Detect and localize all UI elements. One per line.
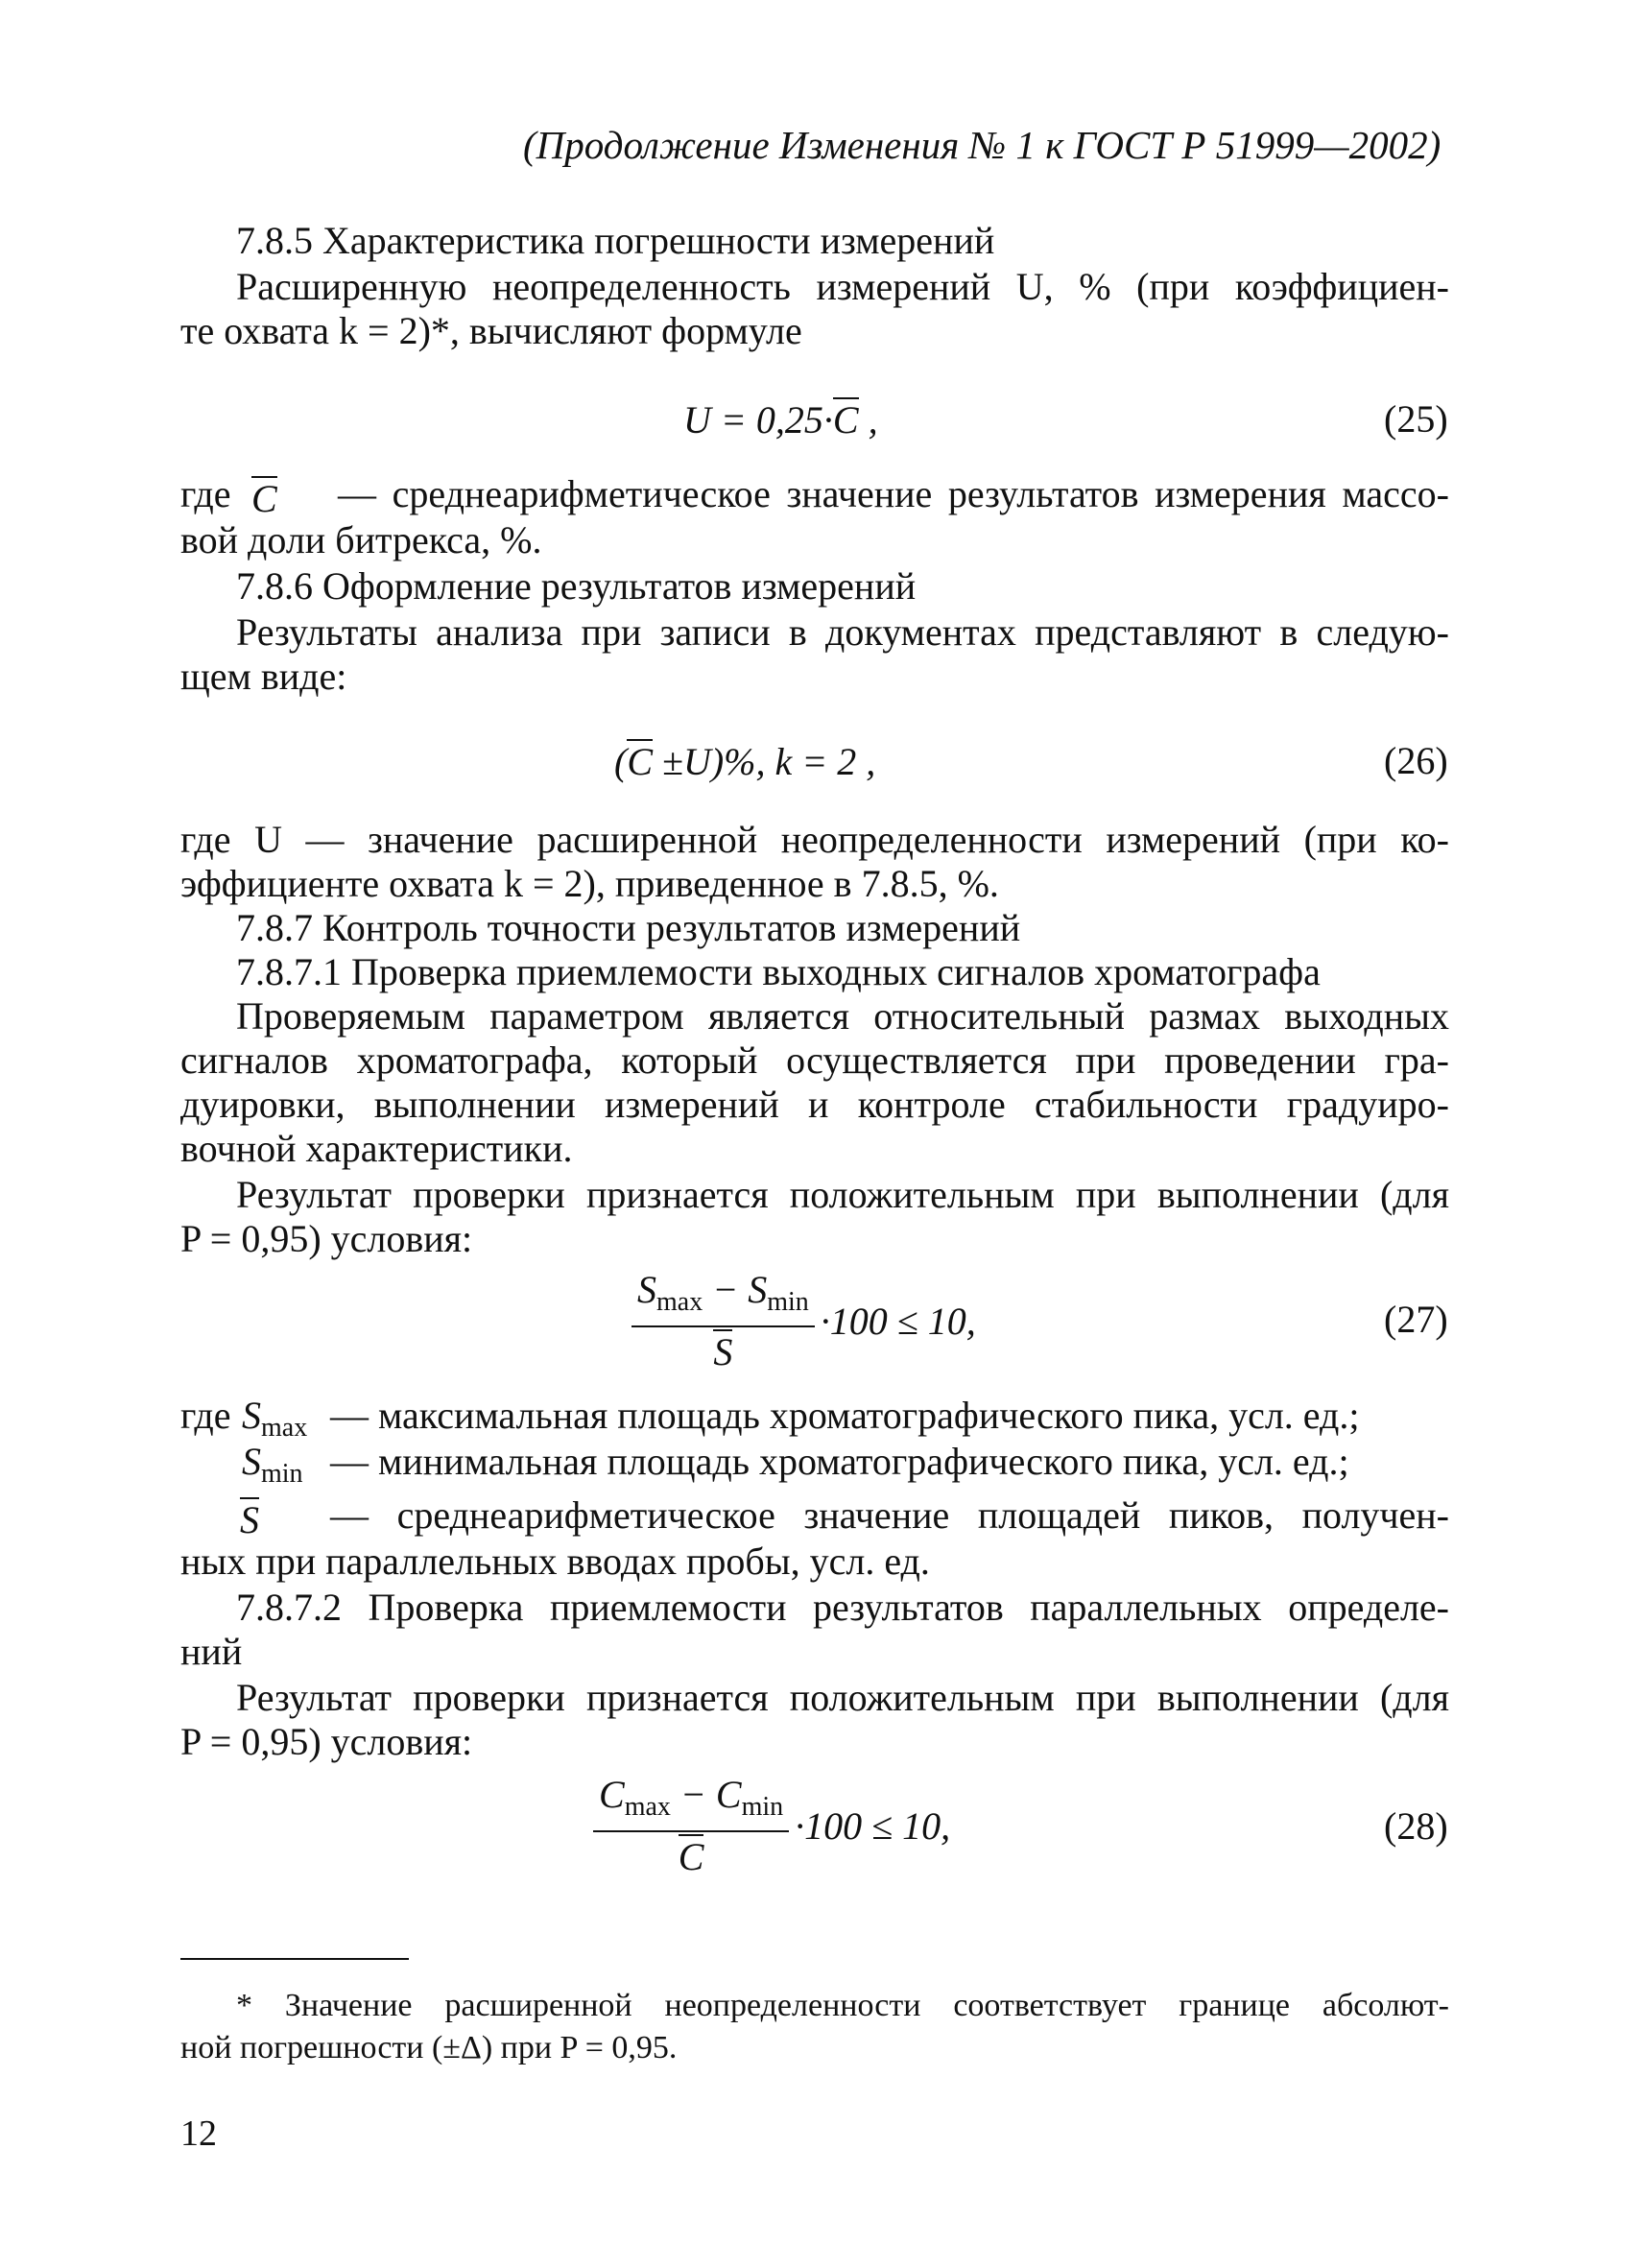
s7872-p-line1: Результат проверки признается положительным при выполнении (для <box>236 1676 1449 1719</box>
equation-25 <box>683 397 878 442</box>
eq27-denominator: S <box>713 1330 733 1373</box>
section-7-8-7-heading: 7.8.7 Контроль точности результатов измерений <box>236 906 1021 949</box>
s7871-p1-line3: дуировки, выполнении измерений и контроле стабильности градуиро- <box>180 1083 1449 1126</box>
s785-paragraph-line2: те охвата k = 2)*, вычисляют формуле <box>180 309 802 352</box>
eq26-mean-c: C <box>627 740 654 783</box>
s7872-p-line2: P = 0,95) условия: <box>180 1720 473 1763</box>
where-smin-symbol: $S_{min}$ <box>242 1440 303 1489</box>
section-7-8-7-1-heading: 7.8.7.1 Проверка приемлемости выходных сигналов хроматографа <box>236 950 1321 993</box>
footnote-line2: ной погрешности (±Δ) при P = 0,95. <box>180 2030 678 2065</box>
section-7-8-7-2-heading-line1: 7.8.7.2 Проверка приемлемости результатов параллельных определе- <box>236 1586 1449 1629</box>
s7871-p1-line1: Проверяемым параметром является относительный размах выходных <box>236 994 1449 1038</box>
section-7-8-5-heading: 7.8.5 Характеристика погрешности измерений <box>236 219 995 262</box>
eq25-lhs: U = 0,25· <box>683 398 833 442</box>
continuation-header: (Продолжение Изменения № 1 к ГОСТ Р 51999—2002) <box>523 123 1441 167</box>
s785-paragraph-line1: Расширенную неопределенность измерений U, % (при коэффициен- <box>236 265 1449 308</box>
footnote-separator <box>180 1958 409 1960</box>
equation-25-number: (25) <box>1384 397 1448 441</box>
equation-27 <box>631 1269 976 1373</box>
where-mean-c-symbol: C <box>251 477 277 520</box>
page-number: 12 <box>180 2113 217 2154</box>
where-smean-desc: — среднеарифметическое значение площадей пиков, получен- <box>330 1493 1449 1537</box>
equation-26-number: (26) <box>1384 739 1448 782</box>
eq28-denominator: C <box>678 1835 704 1878</box>
s7871-p2-line2: P = 0,95) условия: <box>180 1217 473 1260</box>
s7871-p2-line1: Результат проверки признается положительным при выполнении (для <box>236 1173 1449 1216</box>
equation-28-number: (28) <box>1384 1804 1448 1848</box>
s786-paragraph-line1: Результаты анализа при записи в документах представляют в следую- <box>236 610 1449 654</box>
eq25-tail: , <box>858 398 878 442</box>
where-mean-c-desc: — среднеарифметическое значение результатов измерения массо- <box>338 472 1449 515</box>
equation-27-number: (27) <box>1384 1298 1448 1341</box>
section-7-8-6-heading: 7.8.6 Оформление результатов измерений <box>236 564 917 608</box>
equation-26: (C ±U)%, k = 2 , <box>614 740 876 783</box>
where-u-line1: где U — значение расширенной неопределенности измерений (при ко- <box>180 818 1449 861</box>
where-mean-c-desc-line2: вой доли битрекса, %. <box>180 518 542 561</box>
eq26-rest: ±U)%, k = 2 , <box>653 740 876 783</box>
eq27-numerator: $S_{max} - S_{min}$ <box>631 1269 815 1327</box>
s7871-p1-line2: сигналов хроматографа, который осуществляется при проведении гра- <box>180 1039 1449 1082</box>
where-smin-desc: — минимальная площадь хроматографического пика, усл. ед.; <box>330 1440 1349 1483</box>
eq28-numerator: $C_{max} - C_{min}$ <box>593 1774 789 1832</box>
footnote-line1: * Значение расширенной неопределенности соответствует границе абсолют- <box>236 1988 1449 2023</box>
eq28-fraction <box>593 1774 789 1878</box>
equation-28 <box>593 1774 950 1878</box>
where-smax-desc: — максимальная площадь хроматографического пика, усл. ед.; <box>330 1394 1360 1437</box>
eq27-fraction <box>631 1269 815 1373</box>
where-smean-symbol: S <box>240 1498 259 1541</box>
where-prefix-2: где <box>180 1394 231 1437</box>
where-u-line2: эффициенте охвата k = 2), приведенное в 7.8.5, %. <box>180 862 999 905</box>
where-prefix-1: где <box>180 472 231 515</box>
where-smean-desc-line2: ных при параллельных вводах пробы, усл. ед. <box>180 1540 930 1583</box>
s786-paragraph-line2: щем виде: <box>180 655 347 698</box>
eq28-tail: ·100 ≤ 10, <box>795 1803 951 1848</box>
section-7-8-7-2-heading-line2: ний <box>180 1630 243 1673</box>
eq25-mean-c: C <box>832 398 859 442</box>
eq27-tail: ·100 ≤ 10, <box>820 1299 976 1343</box>
s7871-p1-line4: вочной характеристики. <box>180 1127 573 1170</box>
where-smax-symbol: $S_{max}$ <box>242 1394 308 1443</box>
